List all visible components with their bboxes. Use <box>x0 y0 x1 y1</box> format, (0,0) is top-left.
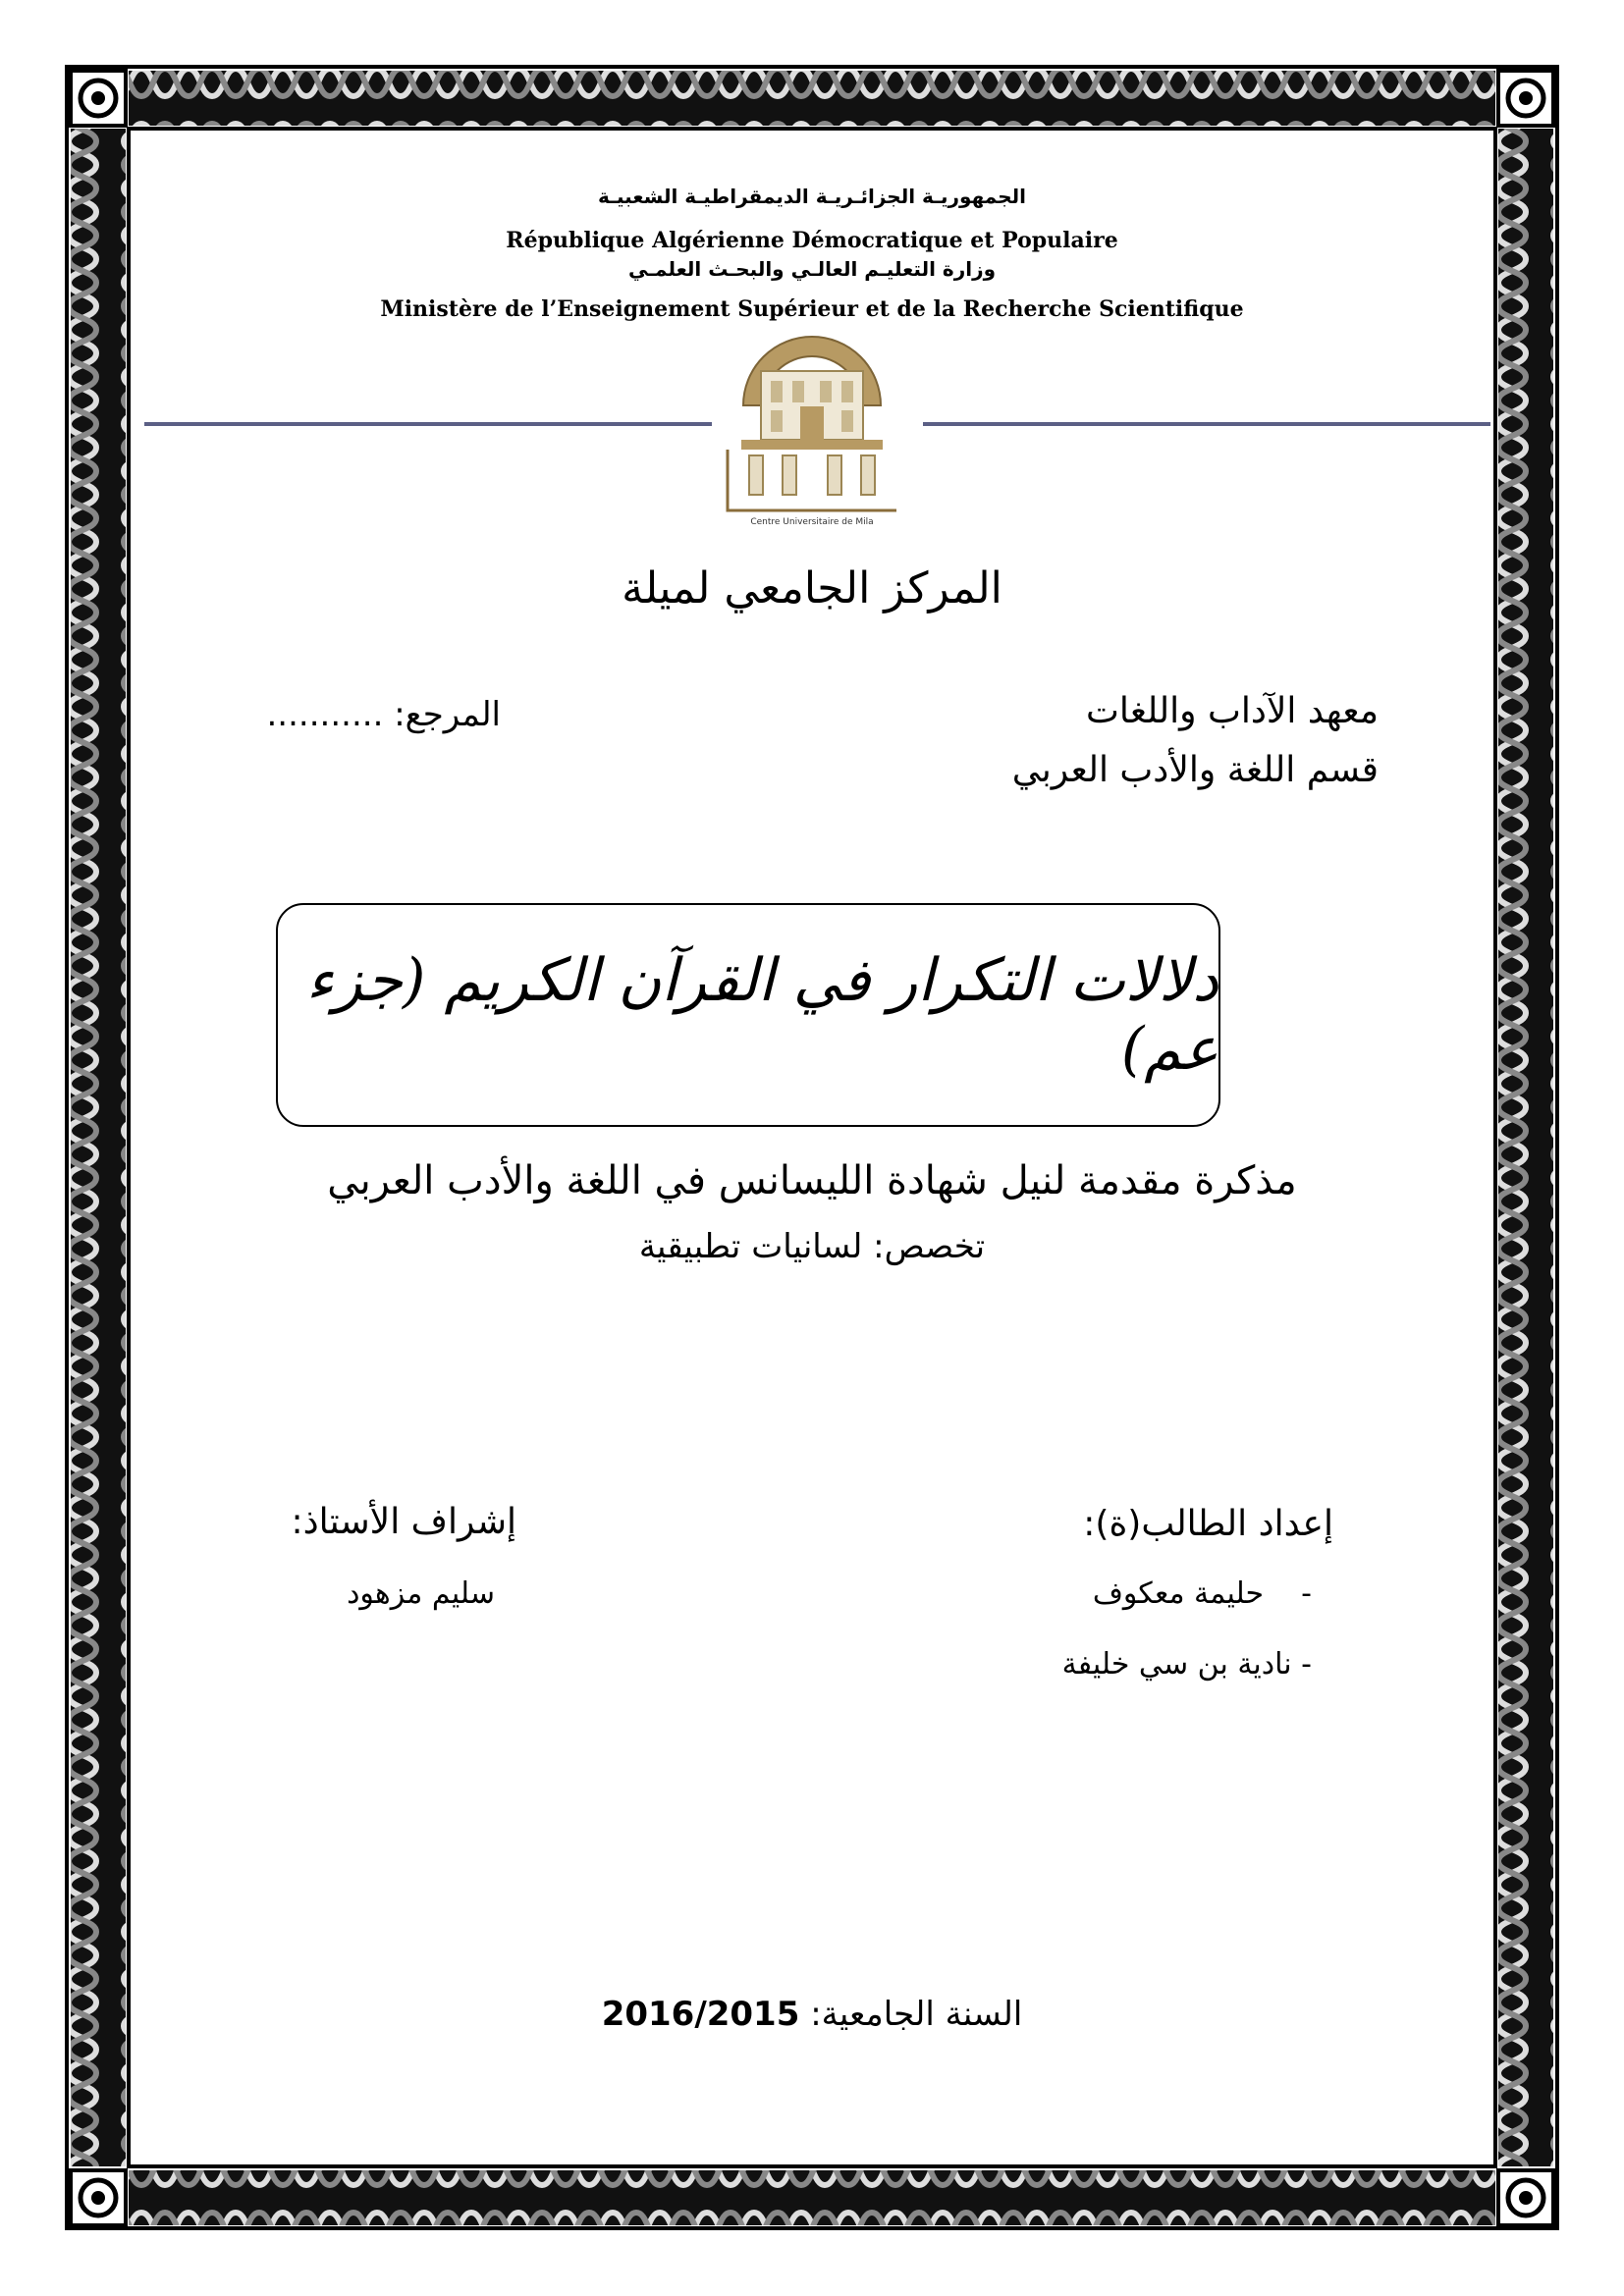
republic-arabic: الجمهوريـة الجزائـريـة الديمقراطيـة الشعبيـة <box>598 185 1026 208</box>
students-label: إعداد الطالب(ة): <box>1083 1504 1333 1544</box>
list-dash: - <box>1291 1647 1312 1682</box>
student-item <box>1062 1647 1312 1682</box>
header-rule-left <box>144 422 712 426</box>
student-name: حليمة معكوف <box>1092 1576 1265 1611</box>
logo-caption: Centre Universitaire de Mila <box>750 517 874 527</box>
institute-name: معهد الآداب واللغات <box>1086 691 1379 731</box>
reference-label: المرجع: <box>394 695 501 734</box>
list-dash: - <box>1264 1576 1312 1611</box>
supervisor-label: إشراف الأستاذ: <box>291 1502 516 1542</box>
student-item <box>1093 1576 1312 1611</box>
department-name: قسم اللغة والأدب العربي <box>1011 750 1379 790</box>
header-rule-right <box>923 422 1490 426</box>
student-name: نادية بن سي خليفة <box>1061 1647 1292 1682</box>
reference-field <box>267 695 502 734</box>
thesis-title: دلالات التكرار في القرآن الكريم (جزء عم) <box>305 946 1218 1084</box>
academic-year <box>0 1995 1624 2034</box>
reference-value: ........... <box>266 695 384 734</box>
institution-name: المركز الجامعي لميلة <box>622 563 1002 614</box>
university-logo <box>714 312 910 530</box>
degree-statement: مذكرة مقدمة لنيل شهادة الليسانس في اللغة والأدب العربي <box>327 1158 1297 1203</box>
academic-year-value: 2016/2015 <box>601 1995 800 2034</box>
academic-year-label: السنة الجامعية: <box>810 1995 1023 2034</box>
ministry-french: Ministère de l’Enseignement Supérieur et de la Recherche Scientifique <box>380 296 1244 322</box>
specialty: تخصص: لسانيات تطبيقية <box>638 1227 986 1266</box>
thesis-title-box <box>276 903 1220 1127</box>
ministry-arabic: وزارة التعليـم العالـي والبحـث العلمـي <box>627 257 997 281</box>
supervisor-name: سليم مزهود <box>347 1576 495 1611</box>
republic-french: République Algérienne Démocratique et Populaire <box>506 228 1118 253</box>
